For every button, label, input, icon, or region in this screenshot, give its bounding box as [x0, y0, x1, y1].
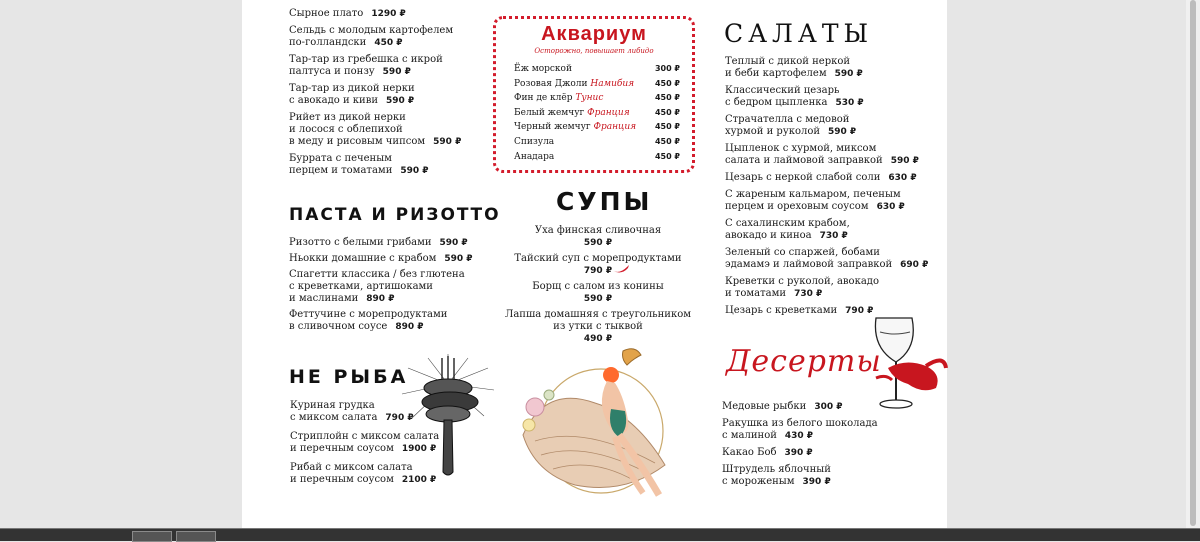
menu-item-name-line: Рийет из дикой нерки	[289, 112, 406, 123]
menu-item-price: 1290 ₽	[371, 9, 406, 19]
soup-item-price: 590 ₽	[583, 294, 613, 304]
taskbar-button[interactable]	[176, 531, 216, 542]
menu-item-name-line	[289, 293, 465, 305]
menu-item-name-line: Ракушка из белого шоколада	[722, 418, 878, 429]
menu-item-price: 590 ₽	[386, 96, 415, 106]
aquarium-item-price: 300 ₽	[654, 64, 680, 73]
menu-item-name-line	[289, 136, 461, 148]
menu-item-name-line: С сахалинским крабом,	[725, 218, 850, 229]
menu-item-name-line	[722, 401, 843, 413]
menu-item	[289, 54, 443, 78]
soup-item	[498, 309, 698, 345]
menu-item-name-line: Штрудель яблочный	[722, 464, 831, 475]
menu-item-name: хурмой и руколой	[725, 126, 821, 137]
menu-item-name-line	[722, 476, 831, 488]
menu-item-name-line	[289, 321, 447, 333]
menu-item-price: 450 ₽	[374, 38, 403, 48]
menu-item	[725, 172, 917, 184]
menu-item-name-line	[725, 155, 919, 167]
menu-item	[289, 237, 468, 249]
soup-item-price: 790 ₽	[583, 266, 613, 276]
menu-item-name: по-голландски	[289, 37, 367, 48]
menu-item-price: 590 ₽	[433, 137, 462, 147]
aquarium-item-price: 450 ₽	[654, 122, 680, 132]
menu-item-name: и беби картофелем	[725, 68, 827, 79]
salads-heading: САЛАТЫ	[724, 19, 874, 48]
shell-pinup-illustration	[515, 345, 680, 507]
aquarium-item-name: Розовая Джоли	[514, 78, 588, 89]
menu-item-name: Сырное плато	[289, 8, 364, 19]
menu-item-name: перцем и томатами	[289, 165, 393, 176]
menu-item	[725, 85, 864, 109]
menu-item-name-line	[289, 66, 443, 78]
menu-item-name-line	[722, 447, 813, 459]
aquarium-item	[514, 107, 680, 119]
aquarium-item-price: 450 ₽	[654, 137, 680, 146]
menu-item-price: 730 ₽	[819, 231, 848, 241]
menu-item	[289, 253, 473, 265]
aquarium-item	[514, 136, 680, 148]
menu-item	[725, 143, 919, 167]
aquarium-item-name: Ёж морской	[514, 64, 572, 74]
menu-item-name-line	[725, 68, 863, 80]
menu-item-name-line	[289, 95, 415, 107]
aquarium-item-price: 450 ₽	[654, 151, 680, 161]
menu-item-name-line: Цыпленок с хурмой, миксом	[725, 143, 877, 154]
menu-item	[722, 464, 831, 488]
aquarium-item	[514, 92, 680, 104]
soup-item	[498, 225, 698, 249]
menu-item-name-line	[289, 237, 468, 249]
soups-heading: СУПЫ	[556, 187, 653, 216]
aquarium-item-origin: Франция	[587, 107, 630, 118]
menu-item	[725, 218, 850, 242]
aquarium-item-origin: Тунис	[575, 93, 604, 104]
aquarium-item-name: Фин де клёр	[514, 93, 573, 104]
menu-item-price: 590 ₽	[890, 156, 919, 166]
menu-item-name-line	[289, 253, 473, 265]
menu-item-name: Медовые рыбки	[722, 401, 807, 412]
wine-glass-lobster-illustration	[866, 314, 948, 412]
menu-item-name-line: Буррата с печеным	[289, 153, 392, 164]
menu-item-price: 530 ₽	[835, 98, 864, 108]
menu-item-name-line: Сельдь с молодым картофелем	[289, 25, 454, 36]
menu-item-name: палтуса и понзу	[289, 66, 375, 77]
menu-item-name-line: с креветками, артишоками	[289, 281, 433, 292]
menu-item-name: и томатами	[725, 288, 787, 299]
menu-item-name: авокадо и киноа	[725, 230, 812, 241]
menu-item-price: 890 ₽	[395, 322, 424, 332]
menu-item-name: Ризотто с белыми грибами	[289, 237, 432, 248]
menu-item-name: и перечным соусом	[290, 474, 394, 485]
menu-item-name: Цезарь с креветками	[725, 305, 838, 316]
menu-item-name-line: Феттучине с морепродуктами	[289, 309, 448, 320]
menu-item-name-line	[289, 37, 453, 49]
menu-item-price: 2100 ₽	[401, 475, 437, 485]
menu-item	[290, 400, 414, 424]
soup-item-name-line: Тайский суп с морепродуктами	[514, 253, 682, 264]
menu-item-name-line: Куриная грудка	[290, 400, 375, 411]
menu-item-price: 590 ₽	[828, 127, 857, 137]
aquarium-item-name: Черный жемчуг	[514, 122, 591, 133]
taskbar	[0, 528, 1200, 541]
chili-pepper-icon	[612, 264, 630, 274]
menu-item	[725, 305, 873, 317]
menu-item-price: 790 ₽	[845, 306, 874, 316]
aquarium-title: Аквариум	[541, 23, 647, 45]
scrollbar-thumb[interactable]	[1190, 0, 1196, 526]
menu-item	[722, 418, 878, 442]
menu-item-price: 390 ₽	[802, 477, 831, 487]
menu-item-price: 390 ₽	[784, 448, 813, 458]
menu-item-name-line	[290, 412, 414, 424]
menu-item-price: 590 ₽	[834, 69, 863, 79]
menu-item-name-line: Теплый с дикой неркой	[725, 56, 851, 67]
menu-item	[725, 114, 856, 138]
menu-item-name-line	[289, 165, 429, 177]
aquarium-item-origin: Намибия	[590, 78, 635, 89]
menu-item	[725, 189, 905, 213]
menu-item-price: 690 ₽	[900, 260, 929, 270]
soup-item	[498, 253, 698, 277]
soup-item-name-line: из утки с тыквой	[553, 321, 643, 332]
menu-item-name: и перечным соусом	[290, 443, 394, 454]
desserts-heading: Десерты	[726, 344, 882, 379]
menu-item-price: 1900 ₽	[401, 444, 437, 454]
aquarium-box	[493, 16, 695, 173]
menu-item-name: Какао Боб	[722, 447, 777, 458]
fish-heading: НЕ РЫБА	[289, 366, 409, 388]
menu-item-name: перцем и ореховым соусом	[725, 201, 869, 212]
menu-item-name: с миксом салата	[290, 412, 378, 423]
menu-item	[289, 112, 461, 148]
menu-item-name-line: Спагетти классика / без глютена	[289, 269, 465, 280]
menu-item-price: 730 ₽	[794, 289, 823, 299]
soup-item-name-line: Уха финская сливочная	[534, 225, 662, 236]
menu-item-name: салата и лаймовой заправкой	[725, 155, 883, 166]
menu-item	[289, 8, 406, 20]
aquarium-item	[514, 151, 680, 163]
soup-item-price: 590 ₽	[583, 238, 613, 248]
menu-item-name-line	[725, 126, 856, 138]
aquarium-item-name: Спизула	[514, 137, 555, 147]
menu-item-name-line: Стриплойн с миксом салата	[290, 431, 440, 442]
aquarium-item-price: 450 ₽	[654, 107, 680, 117]
menu-item-name-line	[725, 288, 879, 300]
menu-item-name-line: Тар-тар из гребешка с икрой	[289, 54, 443, 65]
menu-item-price: 300 ₽	[814, 402, 843, 412]
menu-item	[289, 153, 429, 177]
aquarium-item	[514, 78, 680, 90]
menu-item-name: с авокадо и киви	[289, 95, 379, 106]
menu-item-name-line	[725, 201, 905, 213]
menu-item-name-line	[725, 230, 850, 242]
aquarium-item-origin: Франция	[593, 122, 637, 133]
soup-item-name-line: Лапша домашняя с треугольником	[504, 309, 692, 320]
menu-item-name: в сливочном соусе	[289, 321, 388, 332]
menu-item-name-line	[725, 259, 928, 271]
menu-item-name: Ньокки домашние с крабом	[289, 253, 437, 264]
menu-item-name: в меду и рисовым чипсом	[289, 136, 426, 147]
menu-item	[725, 56, 863, 80]
fork-steak-illustration	[398, 354, 498, 478]
menu-item-price: 630 ₽	[888, 173, 917, 183]
menu-item	[725, 276, 879, 300]
menu-item	[289, 83, 415, 107]
menu-item-name: с мороженым	[722, 476, 795, 487]
menu-item-name: эдамамэ и лаймовой заправкой	[725, 259, 893, 270]
soup-item	[498, 281, 698, 305]
soup-item-price: 490 ₽	[583, 334, 613, 344]
menu-item-price: 630 ₽	[876, 202, 905, 212]
aquarium-item	[514, 121, 680, 133]
menu-item-price: 790 ₽	[385, 413, 414, 423]
menu-item	[722, 401, 843, 413]
menu-item-name: Цезарь с неркой слабой соли	[725, 172, 881, 183]
menu-item-name-line: Рибай с миксом салата	[290, 462, 413, 473]
aquarium-subtitle: Осторожно, повышает либидо	[534, 47, 654, 55]
menu-item-price: 890 ₽	[366, 294, 395, 304]
menu-item	[289, 309, 447, 333]
menu-item-name-line: и лосося с облепихой	[289, 124, 403, 135]
menu-item	[289, 269, 465, 305]
menu-item-name-line: Классический цезарь	[725, 85, 840, 96]
menu-item-name: с бедром цыпленка	[725, 97, 828, 108]
menu-item-name-line: Зеленый со спаржей, бобами	[725, 247, 880, 258]
menu-item-name-line: Страчателла с медовой	[725, 114, 850, 125]
vertical-scrollbar[interactable]	[1186, 0, 1200, 528]
menu-item-price: 590 ₽	[444, 254, 473, 264]
aquarium-item-name: Белый жемчуг	[514, 107, 585, 118]
menu-item-name-line: С жареным кальмаром, печеным	[725, 189, 901, 200]
menu-item	[725, 247, 928, 271]
aquarium-item-price: 450 ₽	[654, 78, 680, 88]
taskbar-button[interactable]	[132, 531, 172, 542]
menu-item-name-line: Тар-тар из дикой нерки	[289, 83, 415, 94]
menu-item-price: 590 ₽	[400, 166, 429, 176]
pasta-heading: ПАСТА И РИЗОТТО	[289, 205, 501, 225]
menu-item	[722, 447, 813, 459]
menu-item-name: с малиной	[722, 430, 777, 441]
menu-item-name-line: Креветки с руколой, авокадо	[725, 276, 879, 287]
menu-item	[289, 25, 453, 49]
menu-item-name-line	[725, 172, 917, 184]
menu-item-name-line	[289, 8, 406, 20]
menu-item-name-line	[725, 305, 873, 317]
soup-item-name-line: Борщ с салом из конины	[532, 281, 664, 292]
aquarium-item-price: 450 ₽	[654, 93, 680, 103]
menu-item-name-line	[725, 97, 864, 109]
menu-item-name-line	[722, 430, 878, 442]
aquarium-item-name: Анадара	[514, 151, 555, 162]
menu-item-price: 590 ₽	[382, 67, 411, 77]
menu-item-price: 590 ₽	[439, 238, 468, 248]
aquarium-item	[514, 63, 680, 75]
menu-item-price: 430 ₽	[784, 431, 814, 441]
menu-item-name: и маслинами	[289, 293, 359, 304]
